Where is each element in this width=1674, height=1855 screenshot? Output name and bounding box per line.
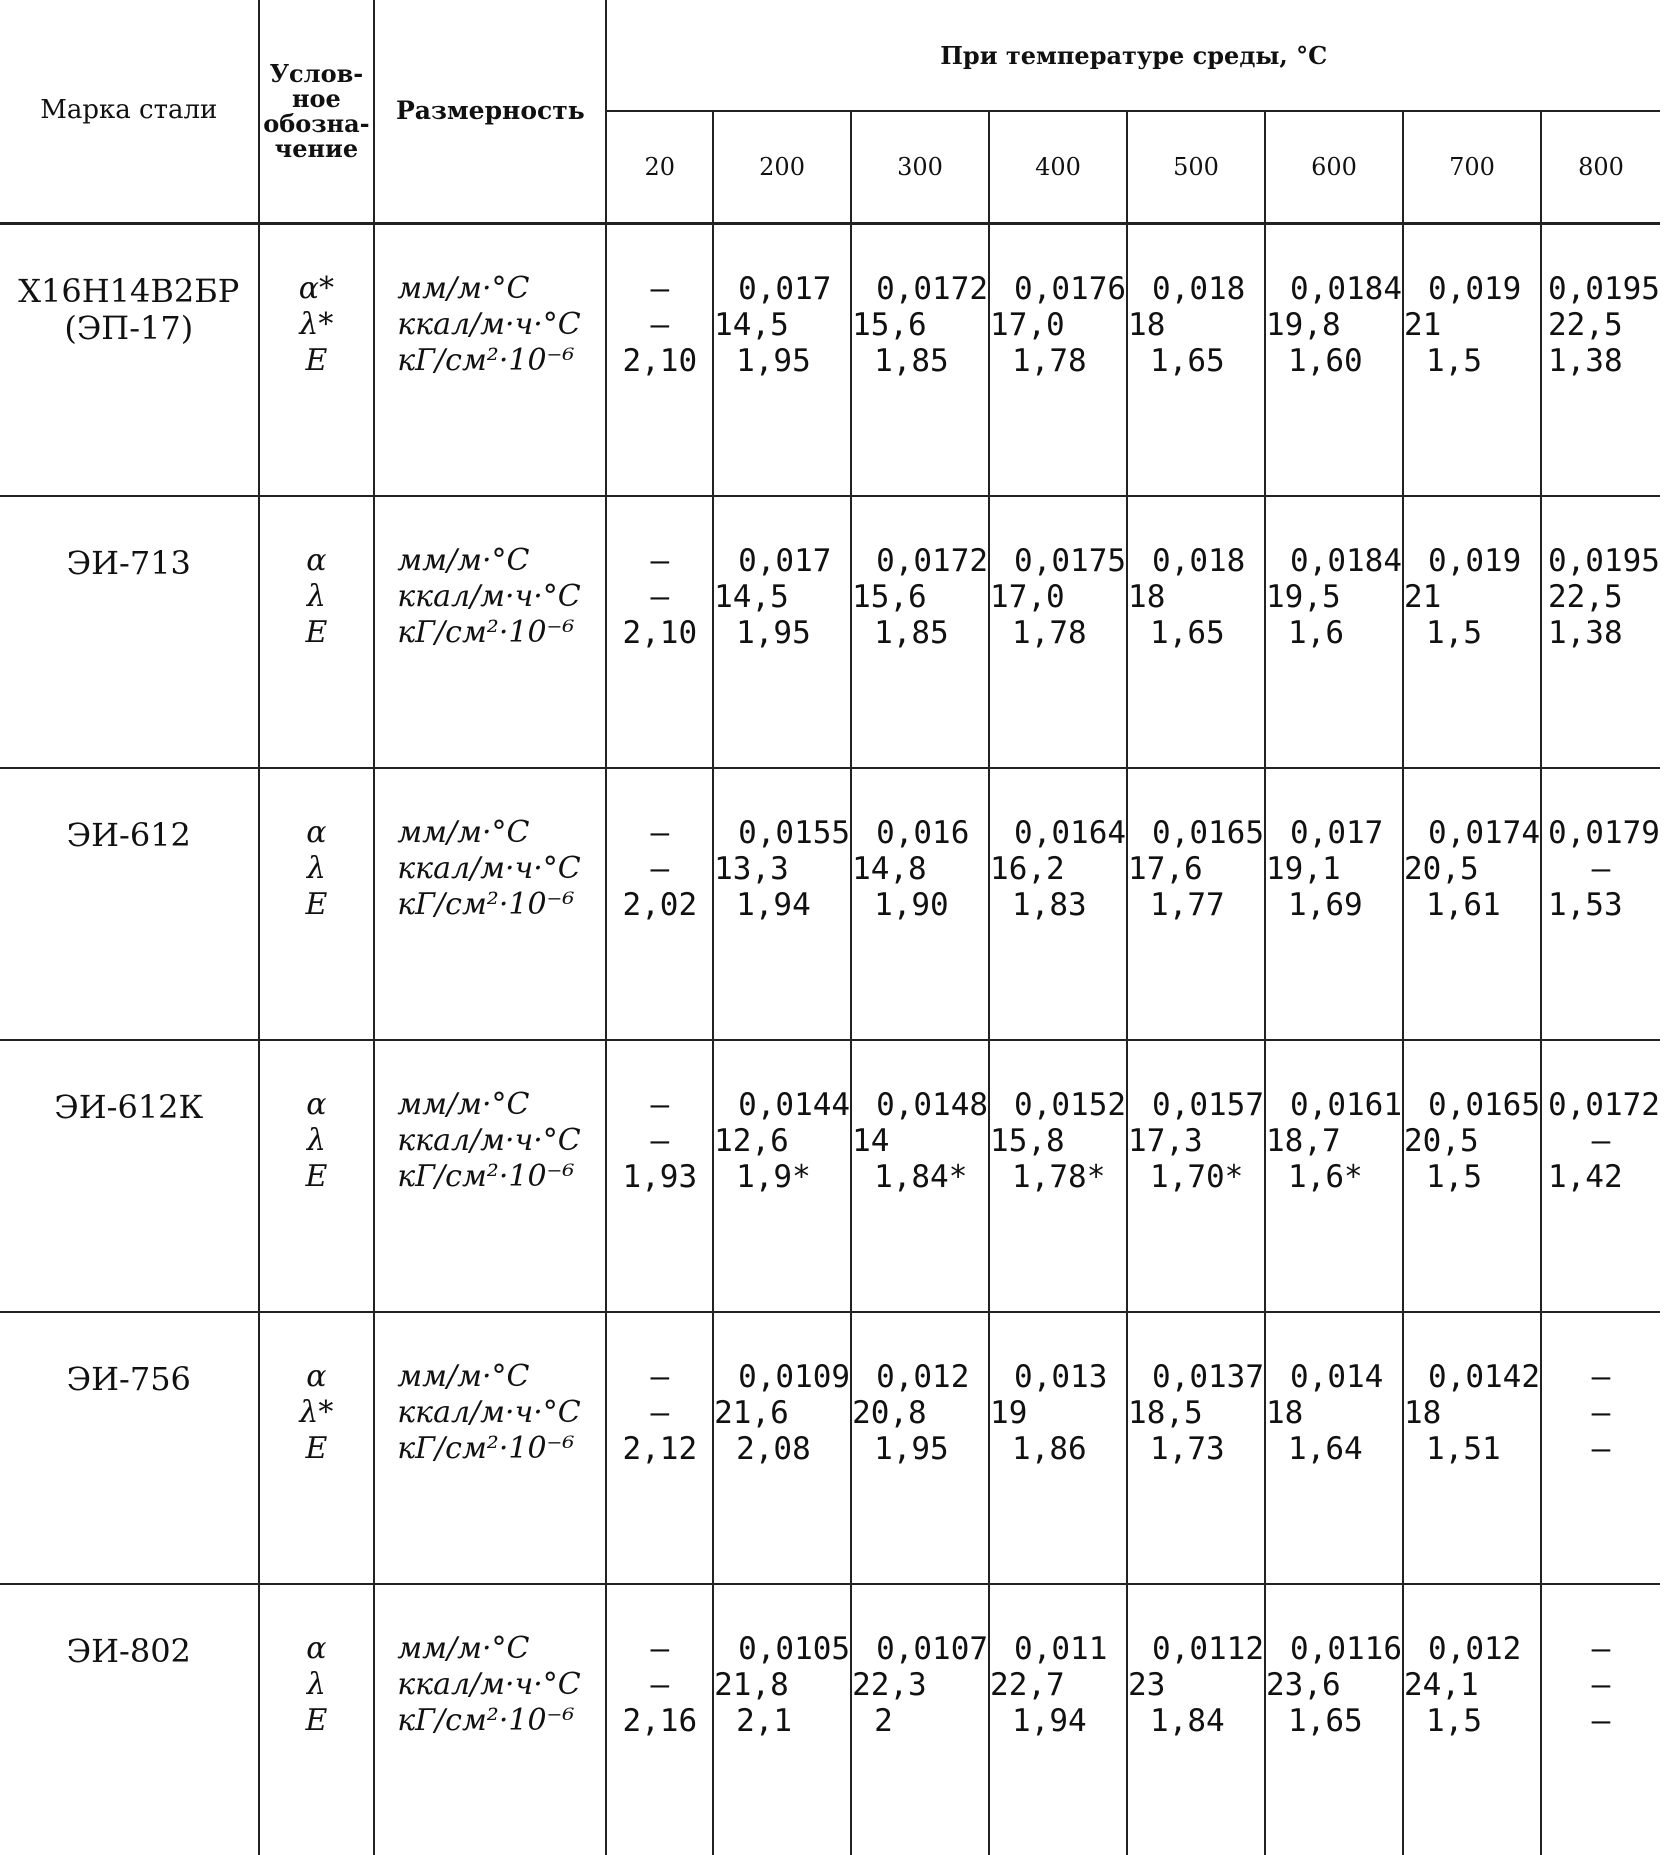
value: — [1542, 1703, 1660, 1739]
value: 0,0157 [1128, 1087, 1264, 1123]
value-cell-200 [713, 1040, 851, 1312]
unit: кГ/см²·10⁻⁶ [397, 1431, 605, 1467]
value: 0,017 [714, 271, 850, 307]
value: — [607, 1631, 712, 1667]
value: — [1542, 1123, 1660, 1159]
value: 1,93 [607, 1159, 712, 1195]
header-symbol-line: обозна- [260, 111, 374, 136]
header-temperature: При температуре среды, °C [606, 0, 1660, 111]
value: 2,10 [607, 343, 712, 379]
value-cell-300 [851, 1040, 989, 1312]
value-cell-20 [606, 496, 713, 768]
value: 2,08 [714, 1431, 850, 1467]
unit: мм/м·°C [397, 1359, 605, 1395]
value: 22,7 [990, 1667, 1126, 1703]
temp-400: 400 [989, 111, 1127, 224]
value: 20,8 [852, 1395, 988, 1431]
value: 0,016 [852, 815, 988, 851]
value: 15,6 [852, 579, 988, 615]
value: 1,9* [714, 1159, 850, 1195]
value-cell-400 [989, 496, 1127, 768]
value: 18,7 [1266, 1123, 1402, 1159]
steel-grade-line: (ЭП-17) [0, 310, 258, 347]
value: 17,6 [1128, 851, 1264, 887]
unit: мм/м·°C [397, 543, 605, 579]
unit: мм/м·°C [397, 1087, 605, 1123]
value-cell-20 [606, 224, 713, 497]
value-cell-700 [1403, 1040, 1541, 1312]
value: 1,65 [1128, 343, 1264, 379]
value: 2,16 [607, 1703, 712, 1739]
value: 1,6* [1266, 1159, 1402, 1195]
steel-grade-line: ЭИ-713 [0, 545, 258, 582]
value: 0,0172 [1542, 1087, 1660, 1123]
value: 0,0112 [1128, 1631, 1264, 1667]
steel-grade-line: Х16Н14В2БР [0, 273, 258, 310]
symbol: λ [260, 851, 374, 887]
value-cell-700 [1403, 1584, 1541, 1855]
value: 0,0152 [990, 1087, 1126, 1123]
unit: кГ/см²·10⁻⁶ [397, 887, 605, 923]
value-cell-200 [713, 1312, 851, 1584]
unit: ккал/м·ч·°C [397, 1667, 605, 1703]
value-cell-800 [1541, 768, 1660, 1040]
value: 20,5 [1404, 1123, 1540, 1159]
symbol: E [260, 343, 374, 379]
value-cell-800 [1541, 496, 1660, 768]
value-cell-600 [1265, 1040, 1403, 1312]
value: 20,5 [1404, 851, 1540, 887]
value: 1,5 [1404, 1703, 1540, 1739]
value-cell-800 [1541, 224, 1660, 497]
value: 16,2 [990, 851, 1126, 887]
steel-grade-line: ЭИ-802 [0, 1633, 258, 1670]
value: 0,0172 [852, 543, 988, 579]
value: 21 [1404, 307, 1540, 343]
unit: ккал/м·ч·°C [397, 851, 605, 887]
value-cell-500 [1127, 496, 1265, 768]
value: 17,0 [990, 579, 1126, 615]
value: 0,0137 [1128, 1359, 1264, 1395]
value: 1,51 [1404, 1431, 1540, 1467]
value: 17,0 [990, 307, 1126, 343]
value: — [607, 851, 712, 887]
value: 2,1 [714, 1703, 850, 1739]
value: 1,95 [714, 343, 850, 379]
value-cell-700 [1403, 768, 1541, 1040]
value-cell-400 [989, 224, 1127, 497]
value: 21 [1404, 579, 1540, 615]
symbol: α* [260, 271, 374, 307]
value: 22,3 [852, 1667, 988, 1703]
value: 22,5 [1542, 307, 1660, 343]
symbol-cell [259, 768, 375, 1040]
steel-grade-line: ЭИ-612 [0, 817, 258, 854]
value: 1,84 [1128, 1703, 1264, 1739]
value-cell-300 [851, 768, 989, 1040]
value: — [607, 271, 712, 307]
header-symbol-line: чение [260, 136, 374, 161]
symbol: E [260, 615, 374, 651]
value: 0,0165 [1128, 815, 1264, 851]
value: 0,011 [990, 1631, 1126, 1667]
value: 0,0176 [990, 271, 1126, 307]
value: 2,02 [607, 887, 712, 923]
value: 1,5 [1404, 1159, 1540, 1195]
value: 2,12 [607, 1431, 712, 1467]
value-cell-200 [713, 1584, 851, 1855]
steel-grade-line: ЭИ-756 [0, 1361, 258, 1398]
value: 1,78 [990, 615, 1126, 651]
value: 2 [852, 1703, 988, 1739]
value: — [607, 815, 712, 851]
value: 0,0105 [714, 1631, 850, 1667]
value-cell-20 [606, 1312, 713, 1584]
value: 1,38 [1542, 615, 1660, 651]
value: 1,5 [1404, 343, 1540, 379]
value-cell-600 [1265, 1584, 1403, 1855]
value: 14 [852, 1123, 988, 1159]
value: 1,94 [714, 887, 850, 923]
value: 0,0107 [852, 1631, 988, 1667]
value: 0,0195 [1542, 543, 1660, 579]
value: 1,95 [714, 615, 850, 651]
value: 0,0172 [852, 271, 988, 307]
table-row [0, 1312, 1660, 1584]
value: 23,6 [1266, 1667, 1402, 1703]
table-row [0, 768, 1660, 1040]
value: 2,10 [607, 615, 712, 651]
steel-grade [0, 768, 259, 1040]
value: 0,0155 [714, 815, 850, 851]
value: 18 [1266, 1395, 1402, 1431]
value: — [607, 307, 712, 343]
value: 15,6 [852, 307, 988, 343]
temp-200: 200 [713, 111, 851, 224]
value: 0,017 [714, 543, 850, 579]
value: 18 [1404, 1395, 1540, 1431]
symbol: E [260, 1703, 374, 1739]
value: 0,0116 [1266, 1631, 1402, 1667]
value: 1,78 [990, 343, 1126, 379]
value-cell-300 [851, 496, 989, 768]
value-cell-600 [1265, 224, 1403, 497]
value: 19,1 [1266, 851, 1402, 887]
value: 1,94 [990, 1703, 1126, 1739]
symbol: λ* [260, 307, 374, 343]
steel-grade [0, 1584, 259, 1855]
steel-grade [0, 1312, 259, 1584]
value: — [1542, 1395, 1660, 1431]
value: 14,5 [714, 579, 850, 615]
value-cell-500 [1127, 768, 1265, 1040]
value: 0,0161 [1266, 1087, 1402, 1123]
value: 14,8 [852, 851, 988, 887]
symbol: E [260, 1431, 374, 1467]
symbol: λ [260, 1667, 374, 1703]
symbol: λ [260, 579, 374, 615]
value-cell-20 [606, 1040, 713, 1312]
temp-500: 500 [1127, 111, 1265, 224]
value: 0,0142 [1404, 1359, 1540, 1395]
value-cell-300 [851, 1584, 989, 1855]
value: — [1542, 1667, 1660, 1703]
temp-700: 700 [1403, 111, 1541, 224]
value: 18 [1128, 579, 1264, 615]
value: — [1542, 1631, 1660, 1667]
table-row [0, 1584, 1660, 1855]
header-dimension: Размерность [374, 0, 606, 224]
value: 0,0144 [714, 1087, 850, 1123]
value: 18 [1128, 307, 1264, 343]
steel-grade [0, 224, 259, 497]
value: 1,77 [1128, 887, 1264, 923]
header-grade: Марка стали [0, 0, 259, 224]
value-cell-600 [1265, 496, 1403, 768]
value-cell-200 [713, 496, 851, 768]
symbol: λ [260, 1123, 374, 1159]
value: 0,0148 [852, 1087, 988, 1123]
value: 24,1 [1404, 1667, 1540, 1703]
symbol-cell [259, 1584, 375, 1855]
value: 1,78* [990, 1159, 1126, 1195]
value-cell-500 [1127, 1040, 1265, 1312]
value: 0,0164 [990, 815, 1126, 851]
value: 19,5 [1266, 579, 1402, 615]
value-cell-400 [989, 1312, 1127, 1584]
value: 13,3 [714, 851, 850, 887]
value: 0,019 [1404, 543, 1540, 579]
value: 21,8 [714, 1667, 850, 1703]
value: 1,64 [1266, 1431, 1402, 1467]
value: 19,8 [1266, 307, 1402, 343]
value-cell-300 [851, 1312, 989, 1584]
value: 1,90 [852, 887, 988, 923]
dimension-cell [374, 496, 606, 768]
value-cell-500 [1127, 224, 1265, 497]
value: 1,85 [852, 615, 988, 651]
table-row [0, 496, 1660, 768]
value: 0,012 [852, 1359, 988, 1395]
value-cell-800 [1541, 1312, 1660, 1584]
value: 0,017 [1266, 815, 1402, 851]
value: 0,0109 [714, 1359, 850, 1395]
value: 1,70* [1128, 1159, 1264, 1195]
value-cell-300 [851, 224, 989, 497]
dimension-cell [374, 768, 606, 1040]
value-cell-500 [1127, 1312, 1265, 1584]
value: — [1542, 1359, 1660, 1395]
value-cell-600 [1265, 768, 1403, 1040]
value-cell-700 [1403, 1312, 1541, 1584]
value: 1,6 [1266, 615, 1402, 651]
value-cell-500 [1127, 1584, 1265, 1855]
symbol: α [260, 1087, 374, 1123]
temp-300: 300 [851, 111, 989, 224]
value: 1,53 [1542, 887, 1660, 923]
temp-20: 20 [606, 111, 713, 224]
symbol: λ* [260, 1395, 374, 1431]
temp-800: 800 [1541, 111, 1660, 224]
table-body [0, 224, 1660, 1855]
value-cell-400 [989, 1584, 1127, 1855]
value: — [1542, 851, 1660, 887]
value: 0,018 [1128, 543, 1264, 579]
value: 0,0195 [1542, 271, 1660, 307]
symbol-cell [259, 224, 375, 497]
symbol: α [260, 1631, 374, 1667]
steel-grade-line: ЭИ-612К [0, 1089, 258, 1126]
value: 21,6 [714, 1395, 850, 1431]
value-cell-200 [713, 768, 851, 1040]
value: 1,73 [1128, 1431, 1264, 1467]
value: 1,95 [852, 1431, 988, 1467]
dimension-cell [374, 224, 606, 497]
unit: кГ/см²·10⁻⁶ [397, 1159, 605, 1195]
value: 1,86 [990, 1431, 1126, 1467]
value-cell-800 [1541, 1584, 1660, 1855]
value: 0,0174 [1404, 815, 1540, 851]
value: 0,0165 [1404, 1087, 1540, 1123]
value: 22,5 [1542, 579, 1660, 615]
value: 18,5 [1128, 1395, 1264, 1431]
value: 23 [1128, 1667, 1264, 1703]
value-cell-20 [606, 1584, 713, 1855]
value: 0,0175 [990, 543, 1126, 579]
value: — [1542, 1431, 1660, 1467]
value: — [607, 543, 712, 579]
value-cell-800 [1541, 1040, 1660, 1312]
unit: кГ/см²·10⁻⁶ [397, 343, 605, 379]
table-row [0, 1040, 1660, 1312]
value: 1,69 [1266, 887, 1402, 923]
symbol-cell [259, 1040, 375, 1312]
value-cell-400 [989, 1040, 1127, 1312]
value-cell-600 [1265, 1312, 1403, 1584]
value: 0,0184 [1266, 543, 1402, 579]
value: 12,6 [714, 1123, 850, 1159]
steel-grade [0, 496, 259, 768]
value: 15,8 [990, 1123, 1126, 1159]
value: 0,019 [1404, 271, 1540, 307]
value: 0,012 [1404, 1631, 1540, 1667]
unit: мм/м·°C [397, 1631, 605, 1667]
value: 1,65 [1266, 1703, 1402, 1739]
symbol: E [260, 1159, 374, 1195]
unit: ккал/м·ч·°C [397, 1123, 605, 1159]
symbol: α [260, 1359, 374, 1395]
value: 1,85 [852, 343, 988, 379]
unit: кГ/см²·10⁻⁶ [397, 1703, 605, 1739]
unit: ккал/м·ч·°C [397, 1395, 605, 1431]
value: 1,84* [852, 1159, 988, 1195]
header-symbol-line: Услов- [260, 61, 374, 86]
symbol: α [260, 815, 374, 851]
dimension-cell [374, 1040, 606, 1312]
value: 1,38 [1542, 343, 1660, 379]
symbol-cell [259, 1312, 375, 1584]
symbol: E [260, 887, 374, 923]
value-cell-400 [989, 768, 1127, 1040]
value: 0,013 [990, 1359, 1126, 1395]
unit: мм/м·°C [397, 271, 605, 307]
table-header [0, 0, 1660, 224]
value: — [607, 1123, 712, 1159]
dimension-cell [374, 1312, 606, 1584]
unit: кГ/см²·10⁻⁶ [397, 615, 605, 651]
value: 1,42 [1542, 1159, 1660, 1195]
value: 1,61 [1404, 887, 1540, 923]
value: — [607, 579, 712, 615]
unit: мм/м·°C [397, 815, 605, 851]
symbol-cell [259, 496, 375, 768]
value: 0,014 [1266, 1359, 1402, 1395]
temp-600: 600 [1265, 111, 1403, 224]
value: 14,5 [714, 307, 850, 343]
value: 1,83 [990, 887, 1126, 923]
value: — [607, 1667, 712, 1703]
value: 1,65 [1128, 615, 1264, 651]
value-cell-20 [606, 768, 713, 1040]
value: 1,5 [1404, 615, 1540, 651]
value: 17,3 [1128, 1123, 1264, 1159]
value-cell-700 [1403, 224, 1541, 497]
value: — [607, 1087, 712, 1123]
header-symbol-line: ное [260, 86, 374, 111]
value-cell-200 [713, 224, 851, 497]
value: 0,0184 [1266, 271, 1402, 307]
value: — [607, 1395, 712, 1431]
value: 0,0179 [1542, 815, 1660, 851]
unit: ккал/м·ч·°C [397, 579, 605, 615]
symbol: α [260, 543, 374, 579]
value: — [607, 1359, 712, 1395]
header-symbol [259, 0, 375, 224]
value: 19 [990, 1395, 1126, 1431]
value: 1,60 [1266, 343, 1402, 379]
unit: ккал/м·ч·°C [397, 307, 605, 343]
dimension-cell [374, 1584, 606, 1855]
steel-grade [0, 1040, 259, 1312]
value-cell-700 [1403, 496, 1541, 768]
table-row [0, 224, 1660, 497]
value: 0,018 [1128, 271, 1264, 307]
